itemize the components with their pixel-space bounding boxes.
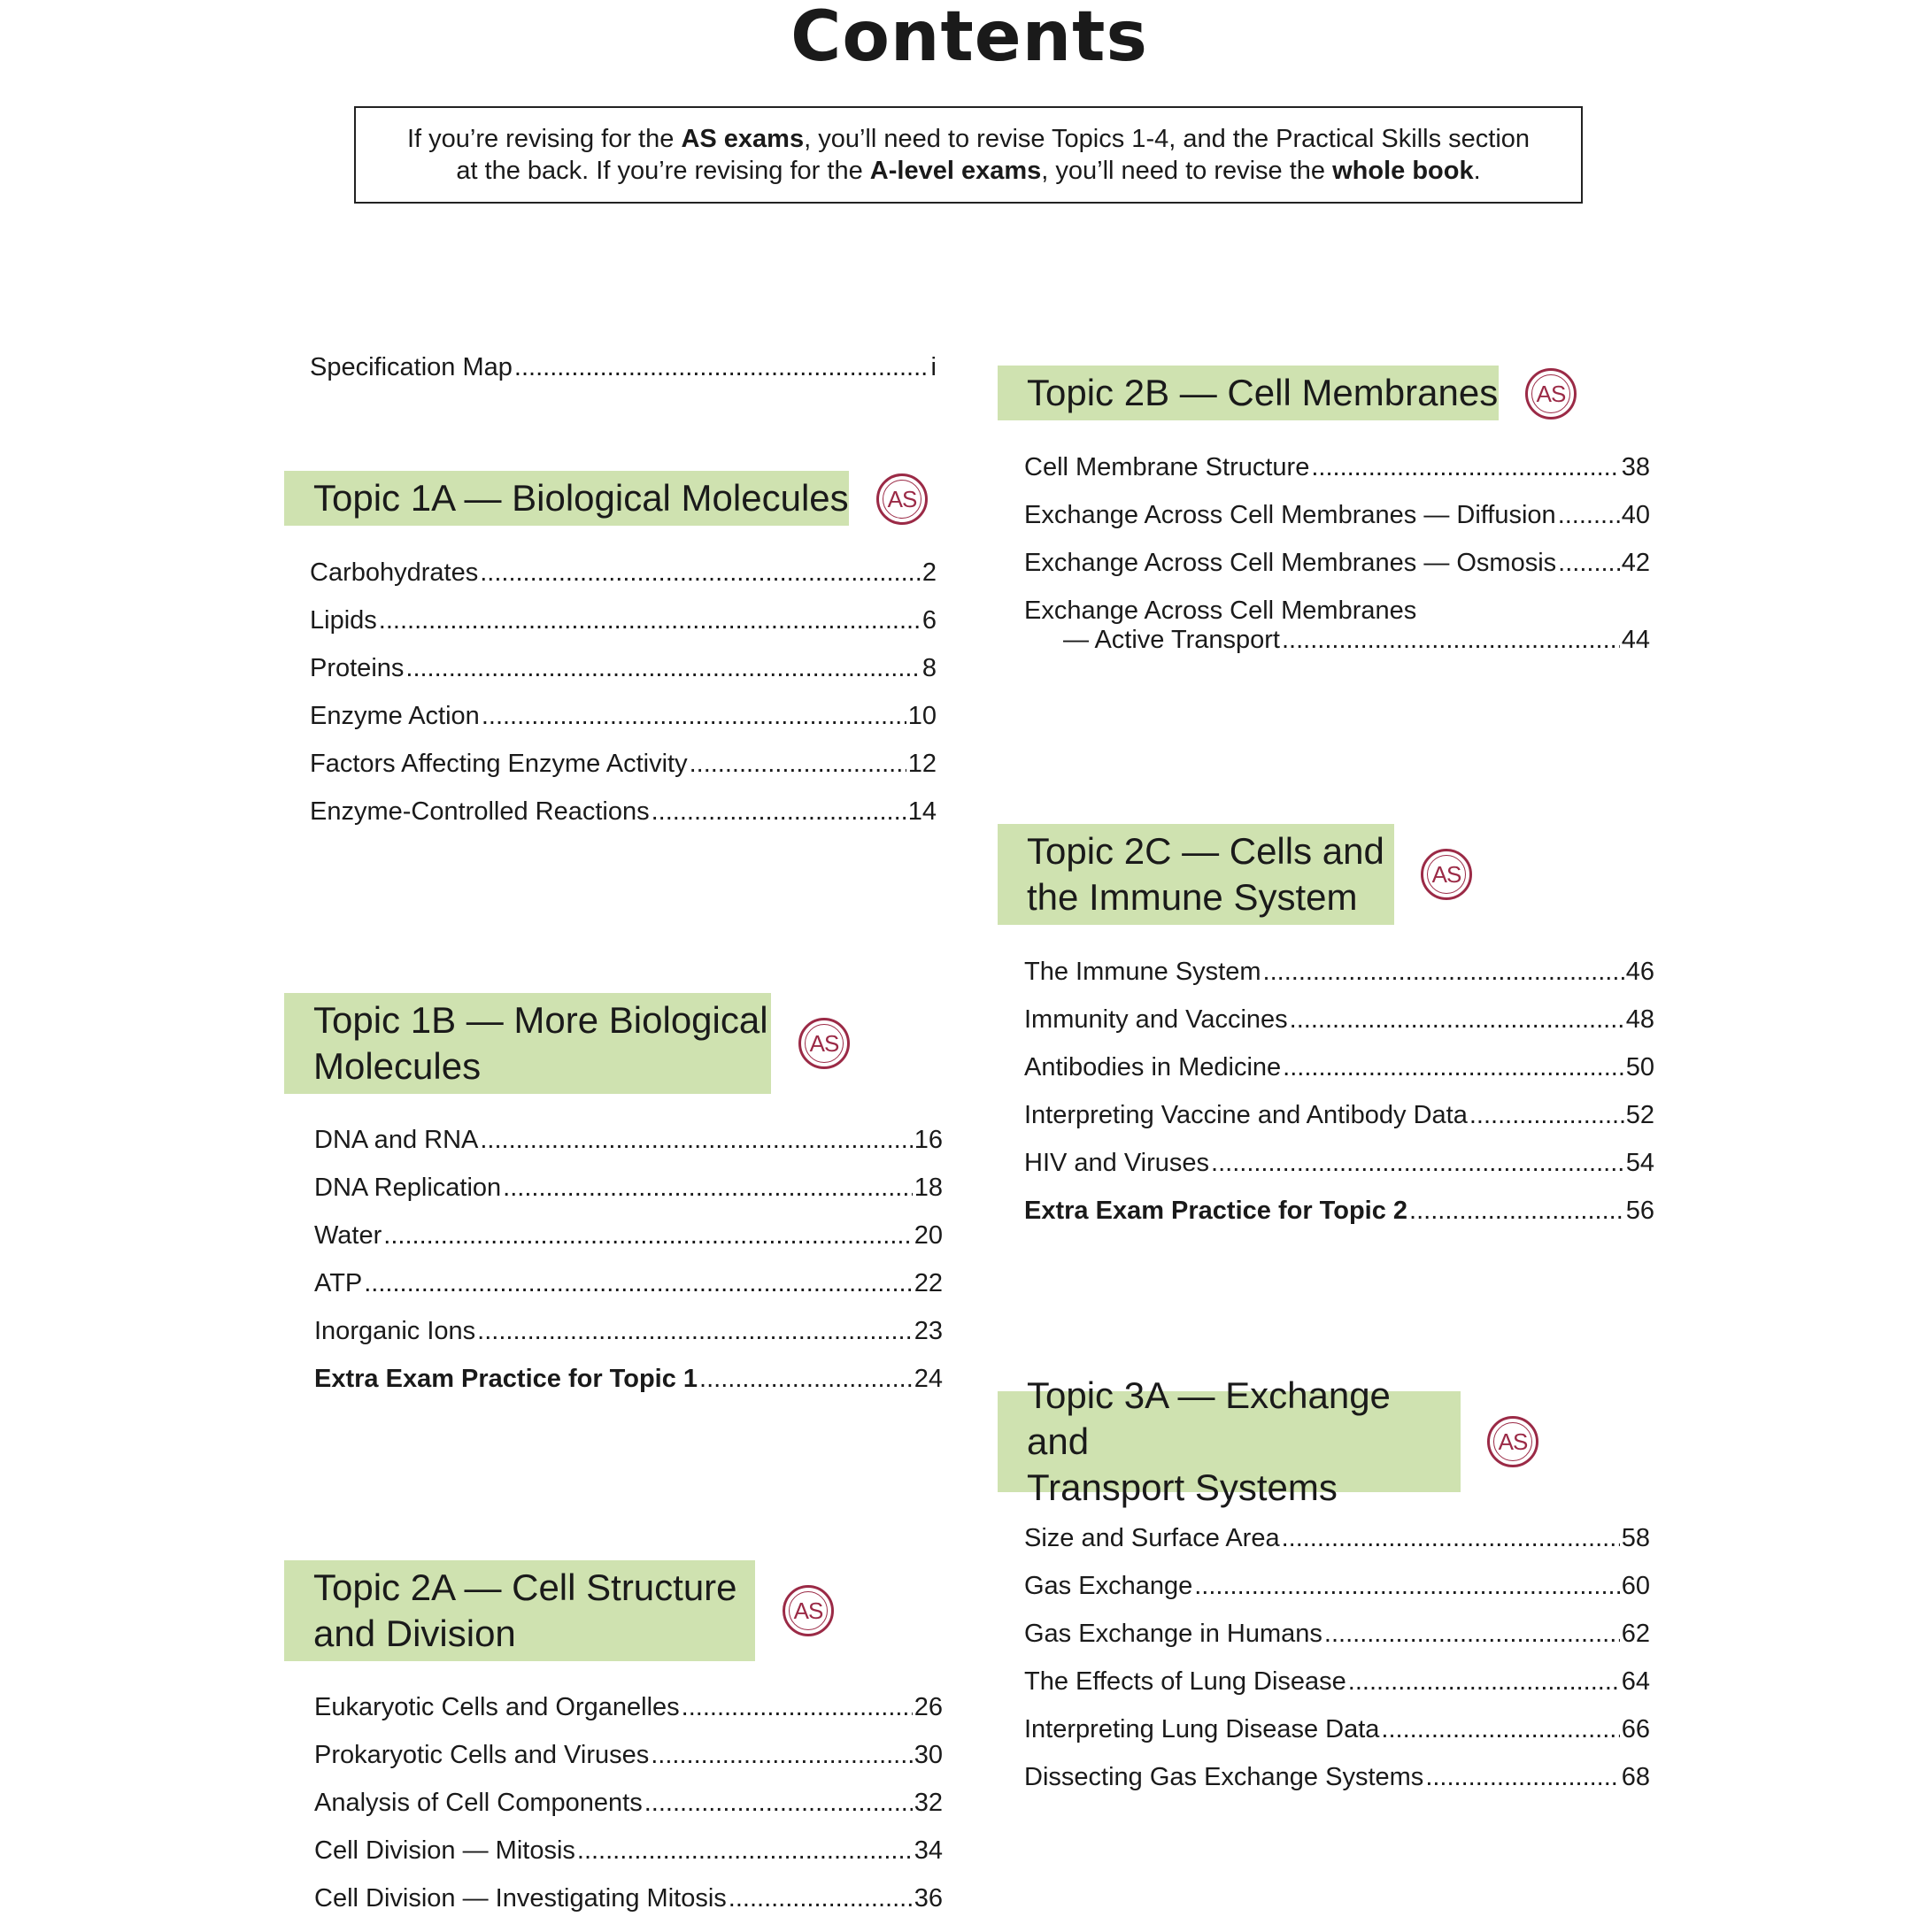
toc-entry[interactable]: Exchange Across Cell Membranes — Diffusion ..... 40 [1024, 501, 1650, 549]
topic-2a-entries [314, 1693, 943, 1932]
toc-entry[interactable]: HIV and Viruses ..... 54 [1024, 1149, 1654, 1197]
toc-entry[interactable]: Immunity and Vaccines ..... 48 [1024, 1005, 1654, 1053]
toc-entry[interactable]: Exchange Across Cell Membranes — Active Transport ..... 44 [1024, 597, 1650, 664]
topic-3a-entries [1024, 1524, 1650, 1811]
topic-1a-heading: Topic 1A — Biological Molecules [284, 471, 849, 526]
toc-entry[interactable]: Size and Surface Area ..... 58 [1024, 1524, 1650, 1572]
toc-entry[interactable]: Interpreting Vaccine and Antibody Data ..... 52 [1024, 1101, 1654, 1149]
toc-entry[interactable]: Analysis of Cell Components ..... 32 [314, 1789, 943, 1836]
toc-entry[interactable]: DNA and RNA ..... 16 [314, 1126, 943, 1174]
toc-entry[interactable]: DNA Replication ..... 18 [314, 1174, 943, 1221]
topic-2c-heading: Topic 2C — Cells and the Immune System [998, 824, 1394, 925]
toc-entry[interactable]: Factors Affecting Enzyme Activity ..... 12 [310, 750, 937, 797]
page-title: Contents [790, 0, 1148, 77]
toc-entry[interactable]: Dissecting Gas Exchange Systems ..... 68 [1024, 1763, 1650, 1811]
toc-entry[interactable]: Antibodies in Medicine ..... 50 [1024, 1053, 1654, 1101]
topic-2b-entries [1024, 453, 1650, 664]
revision-notice [354, 106, 1583, 204]
toc-entry[interactable]: Interpreting Lung Disease Data ..... 66 [1024, 1715, 1650, 1763]
toc-entry[interactable]: Cell Division — Mitosis ..... 34 [314, 1836, 943, 1884]
toc-entry[interactable]: Enzyme Action ..... 10 [310, 702, 937, 750]
topic-2a-heading: Topic 2A — Cell Structure and Division [284, 1560, 755, 1661]
toc-entry-specification-map[interactable]: Specification Map ..... i [310, 353, 937, 401]
toc-entry[interactable]: Exchange Across Cell Membranes — Osmosis ..... 42 [1024, 549, 1650, 597]
topic-2c-entries [1024, 958, 1654, 1244]
topic-3a-heading: Topic 3A — Exchange and Transport Systems [998, 1391, 1461, 1492]
as-badge-icon: AS [876, 473, 928, 525]
toc-entry[interactable]: ATP ..... 22 [314, 1269, 943, 1317]
toc-entry[interactable]: Carbohydrates ..... 2 [310, 558, 937, 606]
notice-line-1: If you’re revising for the AS exams, you’ll need to revise Topics 1-4, and the Practical Skills section [406, 125, 1531, 153]
toc-entry-extra-exam-practice[interactable]: Extra Exam Practice for Topic 2 ..... 56 [1024, 1197, 1654, 1244]
toc-entry-extra-exam-practice[interactable]: Extra Exam Practice for Topic 1 ..... 24 [314, 1365, 943, 1412]
topic-2b-heading: Topic 2B — Cell Membranes [998, 366, 1499, 420]
notice-line-2: at the back. If you’re revising for the A-level exams, you’ll need to revise the whole book. [456, 157, 1481, 185]
as-badge-icon: AS [1421, 849, 1472, 900]
as-badge-icon: AS [1487, 1416, 1538, 1467]
topic-1b-entries [314, 1126, 943, 1412]
toc-entry[interactable]: Prokaryotic Cells and Viruses ..... 30 [314, 1741, 943, 1789]
toc-entry[interactable]: Water ..... 20 [314, 1221, 943, 1269]
toc-entry[interactable]: Lipids ..... 6 [310, 606, 937, 654]
toc-entry[interactable]: The Effects of Lung Disease ..... 64 [1024, 1667, 1650, 1715]
toc-entry[interactable]: Cell Division — Investigating Mitosis ..... 36 [314, 1884, 943, 1932]
toc-entry[interactable]: The Immune System ..... 46 [1024, 958, 1654, 1005]
toc-entry[interactable]: Enzyme-Controlled Reactions ..... 14 [310, 797, 937, 845]
toc-entry[interactable]: Gas Exchange ..... 60 [1024, 1572, 1650, 1620]
toc-entry[interactable]: Gas Exchange in Humans ..... 62 [1024, 1620, 1650, 1667]
as-badge-icon: AS [783, 1585, 834, 1636]
toc-entry[interactable]: Cell Membrane Structure ..... 38 [1024, 453, 1650, 501]
toc-entry[interactable]: Inorganic Ions ..... 23 [314, 1317, 943, 1365]
spec-map-list [310, 353, 937, 401]
as-badge-icon: AS [798, 1018, 850, 1069]
topic-1a-entries [310, 558, 937, 845]
topic-1b-heading: Topic 1B — More Biological Molecules [284, 993, 771, 1094]
toc-entry[interactable]: Eukaryotic Cells and Organelles ..... 26 [314, 1693, 943, 1741]
as-badge-icon: AS [1525, 368, 1577, 419]
toc-entry[interactable]: Proteins ..... 8 [310, 654, 937, 702]
